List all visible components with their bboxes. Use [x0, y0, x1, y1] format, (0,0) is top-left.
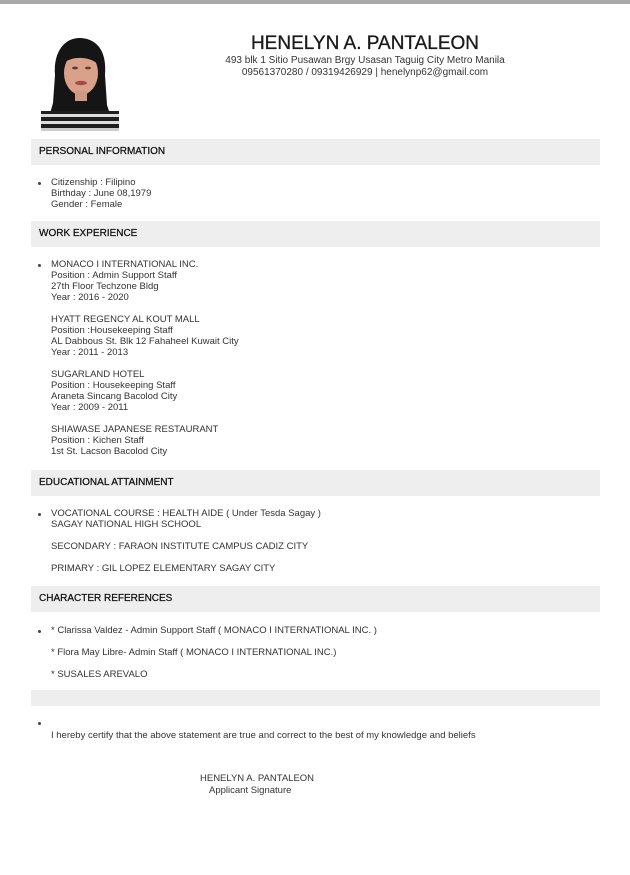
job-entry	[51, 259, 239, 303]
bullet-icon	[38, 722, 41, 725]
job-entry	[51, 314, 239, 358]
signature-name: HENELYN A. PANTALEON	[200, 773, 315, 784]
citizenship: Citizenship : Filipino	[51, 177, 136, 188]
secondary: SECONDARY : FARAON INSTITUTE CAMPUS CADIZ CITY	[51, 541, 309, 552]
job-entry	[51, 424, 239, 457]
job-year: Year : 2016 - 2020	[51, 292, 129, 303]
bullet-icon	[38, 630, 41, 633]
applicant-name: HENELYN A. PANTALEON	[250, 33, 480, 54]
job-address: 1st St. Lacson Bacolod City	[51, 446, 168, 457]
section-header-education	[31, 470, 600, 496]
gender: Gender : Female	[51, 199, 123, 210]
job-position: Position : Kichen Staff	[51, 435, 144, 446]
signature-label: Applicant Signature	[209, 785, 292, 796]
job-year: Year : 2011 - 2013	[51, 347, 129, 358]
job-address: AL Dabbous St. Blk 12 Fahaheel Kuwait City	[51, 336, 239, 347]
top-bar	[0, 0, 630, 4]
job-position: Position : Housekeeping Staff	[51, 380, 176, 391]
vocational: VOCATIONAL COURSE : HEALTH AIDE ( Under Tesda Sagay )	[51, 508, 321, 519]
job-address: Araneta Sincang Bacolod City	[51, 391, 178, 402]
address: 493 blk 1 Sitio Pusawan Brgy Usasan Taguig City Metro Manila	[225, 55, 505, 66]
job-company: SUGARLAND HOTEL	[51, 369, 145, 380]
job-position: Position :Housekeeping Staff	[51, 325, 173, 336]
portrait-icon	[41, 35, 119, 131]
certification: I hereby certify that the above statement are true and correct to the best of my knowledge and beliefs	[51, 730, 476, 741]
section-title: WORK EXPERIENCE	[39, 228, 138, 239]
section-title: PERSONAL INFORMATION	[39, 146, 166, 157]
signature-block	[200, 773, 314, 797]
section-header-personal	[31, 139, 600, 165]
job-company: SHIAWASE JAPANESE RESTAURANT	[51, 424, 219, 435]
high-school: SAGAY NATIONAL HIGH SCHOOL	[51, 519, 202, 530]
reference-item: * Flora May Libre- Admin Staff ( MONACO I INTERNATIONAL INC.)	[51, 647, 337, 658]
section-title: EDUCATIONAL ATTAINMENT	[39, 477, 174, 488]
section-header-references	[31, 586, 600, 612]
primary: PRIMARY : GIL LOPEZ ELEMENTARY SAGAY CITY	[51, 563, 276, 574]
job-company: HYATT REGENCY AL KOUT MALL	[51, 314, 200, 325]
reference-item: * Clarissa Valdez - Admin Support Staff ( MONACO I INTERNATIONAL INC. )	[51, 625, 377, 636]
section-title: CHARACTER REFERENCES	[39, 593, 173, 604]
birthday: Birthday : June 08,1979	[51, 188, 152, 199]
work-experience	[51, 259, 239, 457]
bullet-icon	[38, 182, 41, 185]
section-header-work	[31, 221, 600, 247]
personal-info	[51, 177, 151, 210]
bullet-icon	[38, 513, 41, 516]
reference-item: * SUSALES AREVALO	[51, 669, 148, 680]
bullet-icon	[38, 264, 41, 267]
contact-info: 09561370280 / 09319426929 | henelynp62@gmail.com	[241, 67, 489, 78]
education	[51, 508, 321, 574]
profile-photo	[41, 35, 119, 131]
job-company: MONACO I INTERNATIONAL INC.	[51, 259, 199, 270]
references	[51, 625, 377, 680]
job-address: 27th Floor Techzone Bldg	[51, 281, 159, 292]
job-year: Year : 2009 - 2011	[51, 402, 129, 413]
section-divider	[31, 690, 600, 706]
job-position: Position : Admin Support Staff	[51, 270, 178, 281]
resume-header	[150, 33, 580, 79]
job-entry	[51, 369, 239, 413]
